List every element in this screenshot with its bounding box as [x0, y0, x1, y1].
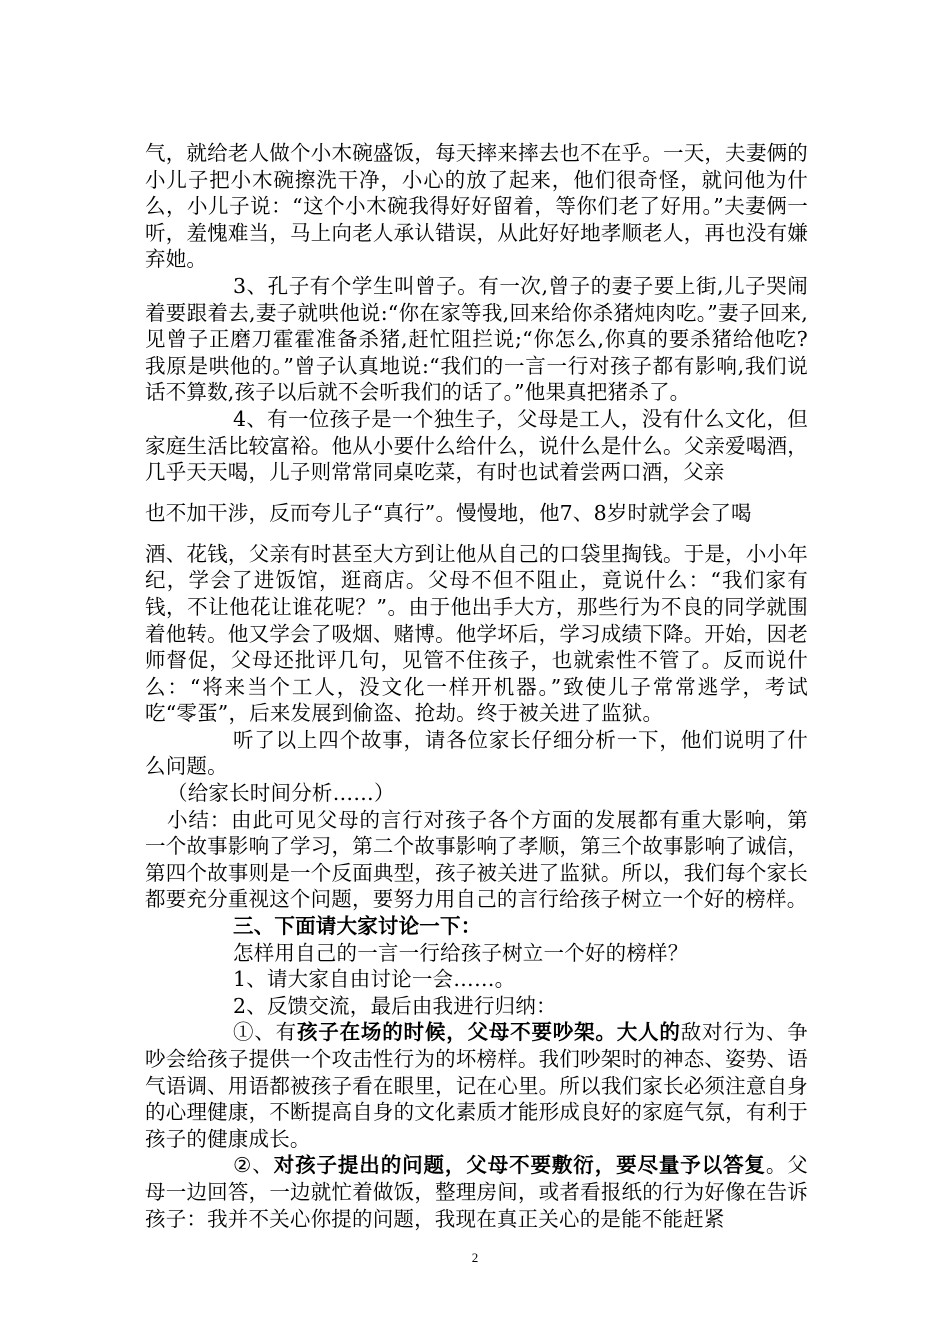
section-heading-discussion: 三、下面请大家讨论一下： — [233, 914, 482, 939]
point2-lead: ②、 — [233, 1153, 274, 1178]
paragraph-point1 — [145, 1019, 808, 1152]
page-number: 2 — [471, 1250, 479, 1265]
paragraph-story4-rest: 酒、花钱，父亲有时甚至大方到让他从自己的口袋里掏钱。于是，小小年纪，学会了进饭馆，逛商店。父母不但不阻止，竟说什么：“我们家有钱，不让他花让谁花呢？”。由于他出手大方，那些行为不良的同学就围着他转。他又学会了吸烟、赌博。他学坏后，学习成绩下降。开始，因老师督促，父母还批评几句，见管不住孩子，也就索性不管了。反而说什么：“将来当个工人，没文化一样开机器。”致使儿子常常逃学，考试吃“零蛋”，后来发展到偷盗、抢劫。终于被关进了监狱。 — [145, 541, 808, 726]
paragraph-story4-start: 4、有一位孩子是一个独生子，父母是工人，没有什么文化，但家庭生活比较富裕。他从小要什么给什么，说什么是什么。父亲爱喝酒，几乎天天喝，儿子则常常同桌吃菜，有时也试着尝两口酒，父亲 — [145, 406, 808, 485]
paragraph-story4-line: 也不加干涉，反而夸儿子“真行”。慢慢地，他7、8岁时就学会了喝 — [145, 500, 752, 525]
point1-rest: 敌对行为、争吵会给孩子提供一个攻击性行为的坏榜样。我们吵架时的神态、姿势、语气语调、用语都被孩子看在眼里，记在心里。所以我们家长必须注意自身的心理健康，不断提高自身的文化素质才能形成良好的家庭气氛，有利于孩子的健康成长。 — [145, 1020, 808, 1151]
point1-lead: ①、有 — [233, 1020, 297, 1045]
paragraph-point2 — [145, 1152, 808, 1232]
paragraph-discussion-question: 怎样用自己的一言一行给孩子树立一个好的榜样？ — [233, 940, 689, 965]
paragraph-story3: 3、孔子有个学生叫曾子。有一次,曾子的妻子要上街,儿子哭闹着要跟着去,妻子就哄他说:“你在家等我,回来给你杀猪炖肉吃。”妻子回来,见曾子正磨刀霍霍准备杀猪,赶忙阻拦说;“你怎么,你真的要杀猪给他吃?我原是哄他的。”曾子认真地说:“我们的一言一行对孩子都有影响,我们说话不算数,孩子以后就不会听我们的话了。”他果真把猪杀了。 — [145, 273, 808, 405]
paragraph-summary: 小结：由此可见父母的言行对孩子各个方面的发展都有重大影响，第一个故事影响了学习，第二个故事影响了孝顺，第三个故事影响了诚信，第四个故事则是一个反面典型，孩子被关进了监狱。所以，我们每个家长都要充分重视这个问题，要努力用自己的言行给孩子树立一个好的榜样。 — [145, 807, 808, 912]
point2-rest: 。父母一边回答，一边就忙着做饭，整理房间，或者看报纸的行为好像在告诉孩子：我并不关心你提的问题，我现在真正关心的是能不能赶紧 — [145, 1153, 808, 1231]
paragraph-analysis-time: （给家长时间分析……） — [167, 781, 395, 806]
point1-bold: 孩子在场的时候，父母不要吵架。大人的 — [296, 1020, 681, 1045]
paragraph-discussion-step2: 2、反馈交流，最后由我进行归纳： — [233, 993, 557, 1018]
paragraph-story2-end: 气，就给老人做个小木碗盛饭，每天摔来摔去也不在乎。一天，夫妻俩的小儿子把小木碗擦洗干净，小心的放了起来，他们很奇怪，就问他为什么，小儿子说：“这个小木碗我得好好留着，等你们老了好用。”夫妻俩一听，羞愧难当，马上向老人承认错误，从此好好地孝顺老人，再也没有嫌弃她。 — [145, 141, 808, 272]
document-page — [145, 140, 808, 1232]
paragraph-question: 听了以上四个故事，请各位家长仔细分析一下，他们说明了什么问题。 — [145, 727, 808, 779]
point2-bold: 对孩子提出的问题，父母不要敷衍，要尽量予以答复 — [273, 1153, 766, 1178]
paragraph-discussion-step1: 1、请大家自由讨论一会……。 — [233, 967, 516, 992]
